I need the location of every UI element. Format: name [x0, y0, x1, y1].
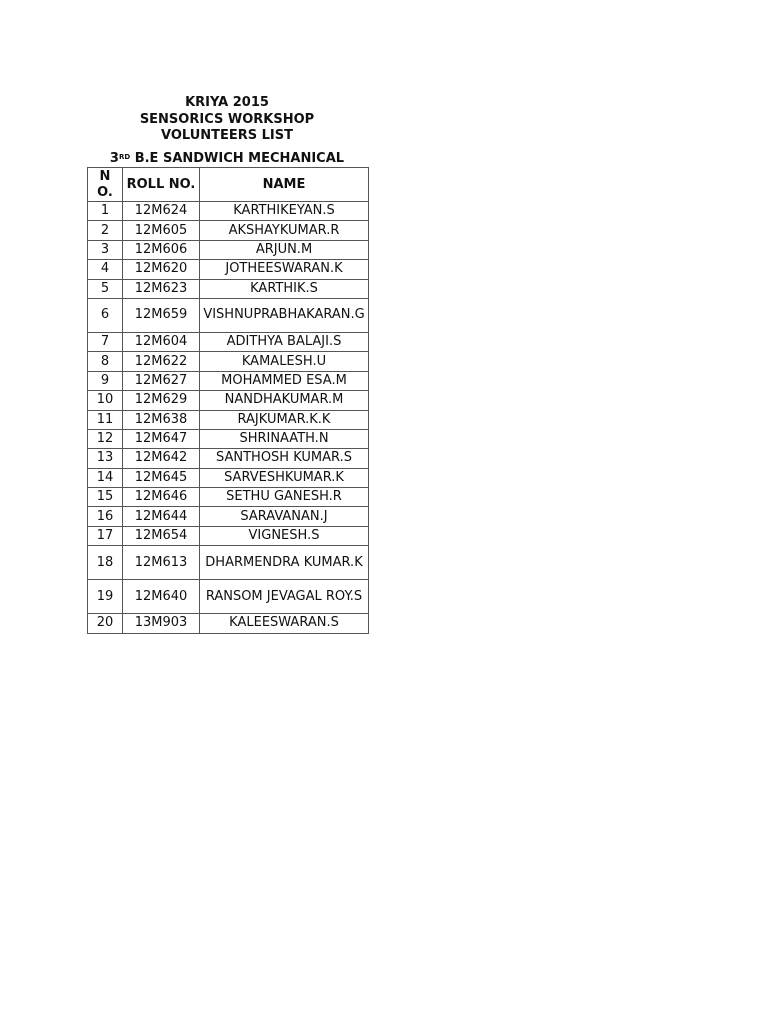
roll-no-cell: 12M645	[123, 468, 200, 487]
header-roll-no: ROLL NO.	[123, 168, 200, 202]
table-row	[88, 429, 369, 448]
roll-no-cell: 12M620	[123, 260, 200, 279]
row-number-cell: 5	[88, 279, 123, 298]
name-cell: JOTHEESWARAN.K	[200, 260, 369, 279]
table-row	[88, 221, 369, 240]
name-cell: SHRINAATH.N	[200, 429, 369, 448]
roll-no-cell: 12M640	[123, 580, 200, 614]
roll-no-cell: 12M604	[123, 332, 200, 351]
table-row	[88, 260, 369, 279]
workshop-title: SENSORICS WORKSHOP	[139, 112, 315, 127]
row-number-cell: 11	[88, 410, 123, 429]
roll-no-cell: 12M613	[123, 546, 200, 580]
table-row	[88, 240, 369, 259]
row-number-cell: 20	[88, 614, 123, 633]
table-row	[88, 202, 369, 221]
row-number-cell: 18	[88, 546, 123, 580]
row-number-cell: 13	[88, 449, 123, 468]
row-number-cell: 9	[88, 371, 123, 390]
document-title: KRIYA 2015	[185, 95, 269, 110]
name-cell: MOHAMMED ESA.M	[200, 371, 369, 390]
name-cell: RANSOM JEVAGAL ROY.S	[200, 580, 369, 614]
header-name: NAME	[200, 168, 369, 202]
table-row	[88, 352, 369, 371]
subtitle-ordinal: RD	[118, 153, 131, 161]
volunteers-table	[87, 167, 369, 634]
subtitle-text: B.E SANDWICH MECHANICAL	[130, 151, 345, 166]
header-no: N O.	[88, 168, 123, 202]
name-cell: SARVESHKUMAR.K	[200, 468, 369, 487]
name-cell: DHARMENDRA KUMAR.K	[200, 546, 369, 580]
table-row	[88, 410, 369, 429]
table-row	[88, 371, 369, 390]
roll-no-cell: 12M606	[123, 240, 200, 259]
table-row	[88, 507, 369, 526]
subtitle-prefix: 3	[109, 151, 119, 166]
name-cell: KALEESWARAN.S	[200, 614, 369, 633]
table-row	[88, 580, 369, 614]
row-number-cell: 7	[88, 332, 123, 351]
row-number-cell: 19	[88, 580, 123, 614]
name-cell: SARAVANAN.J	[200, 507, 369, 526]
row-number-cell: 15	[88, 488, 123, 507]
row-number-cell: 16	[88, 507, 123, 526]
row-number-cell: 3	[88, 240, 123, 259]
table-header-row	[88, 168, 369, 202]
name-cell: VIGNESH.S	[200, 526, 369, 545]
name-cell: ADITHYA BALAJI.S	[200, 332, 369, 351]
name-cell: SETHU GANESH.R	[200, 488, 369, 507]
roll-no-cell: 12M627	[123, 371, 200, 390]
name-cell: AKSHAYKUMAR.R	[200, 221, 369, 240]
table-row	[88, 298, 369, 332]
table-row	[88, 614, 369, 633]
roll-no-cell: 12M638	[123, 410, 200, 429]
row-number-cell: 2	[88, 221, 123, 240]
roll-no-cell: 12M644	[123, 507, 200, 526]
roll-no-cell: 13M903	[123, 614, 200, 633]
roll-no-cell: 12M646	[123, 488, 200, 507]
table-body	[88, 202, 369, 634]
list-title: VOLUNTEERS LIST	[160, 128, 294, 143]
roll-no-cell: 12M642	[123, 449, 200, 468]
table-row	[88, 279, 369, 298]
name-cell: KARTHIKEYAN.S	[200, 202, 369, 221]
table-row	[88, 488, 369, 507]
roll-no-cell: 12M659	[123, 298, 200, 332]
name-cell: ARJUN.M	[200, 240, 369, 259]
roll-no-cell: 12M623	[123, 279, 200, 298]
row-number-cell: 8	[88, 352, 123, 371]
table-row	[88, 546, 369, 580]
roll-no-cell: 12M647	[123, 429, 200, 448]
name-cell: NANDHAKUMAR.M	[200, 391, 369, 410]
table-row	[88, 449, 369, 468]
row-number-cell: 17	[88, 526, 123, 545]
table-row	[88, 391, 369, 410]
roll-no-cell: 12M629	[123, 391, 200, 410]
class-subtitle	[87, 150, 367, 167]
table-row	[88, 468, 369, 487]
name-cell: RAJKUMAR.K.K	[200, 410, 369, 429]
name-cell: KAMALESH.U	[200, 352, 369, 371]
row-number-cell: 14	[88, 468, 123, 487]
name-cell: KARTHIK.S	[200, 279, 369, 298]
table-row	[88, 526, 369, 545]
row-number-cell: 4	[88, 260, 123, 279]
roll-no-cell: 12M605	[123, 221, 200, 240]
roll-no-cell: 12M654	[123, 526, 200, 545]
row-number-cell: 6	[88, 298, 123, 332]
name-cell: SANTHOSH KUMAR.S	[200, 449, 369, 468]
roll-no-cell: 12M624	[123, 202, 200, 221]
row-number-cell: 12	[88, 429, 123, 448]
name-cell: VISHNUPRABHAKARAN.G	[200, 298, 369, 332]
roll-no-cell: 12M622	[123, 352, 200, 371]
row-number-cell: 1	[88, 202, 123, 221]
table-row	[88, 332, 369, 351]
row-number-cell: 10	[88, 391, 123, 410]
